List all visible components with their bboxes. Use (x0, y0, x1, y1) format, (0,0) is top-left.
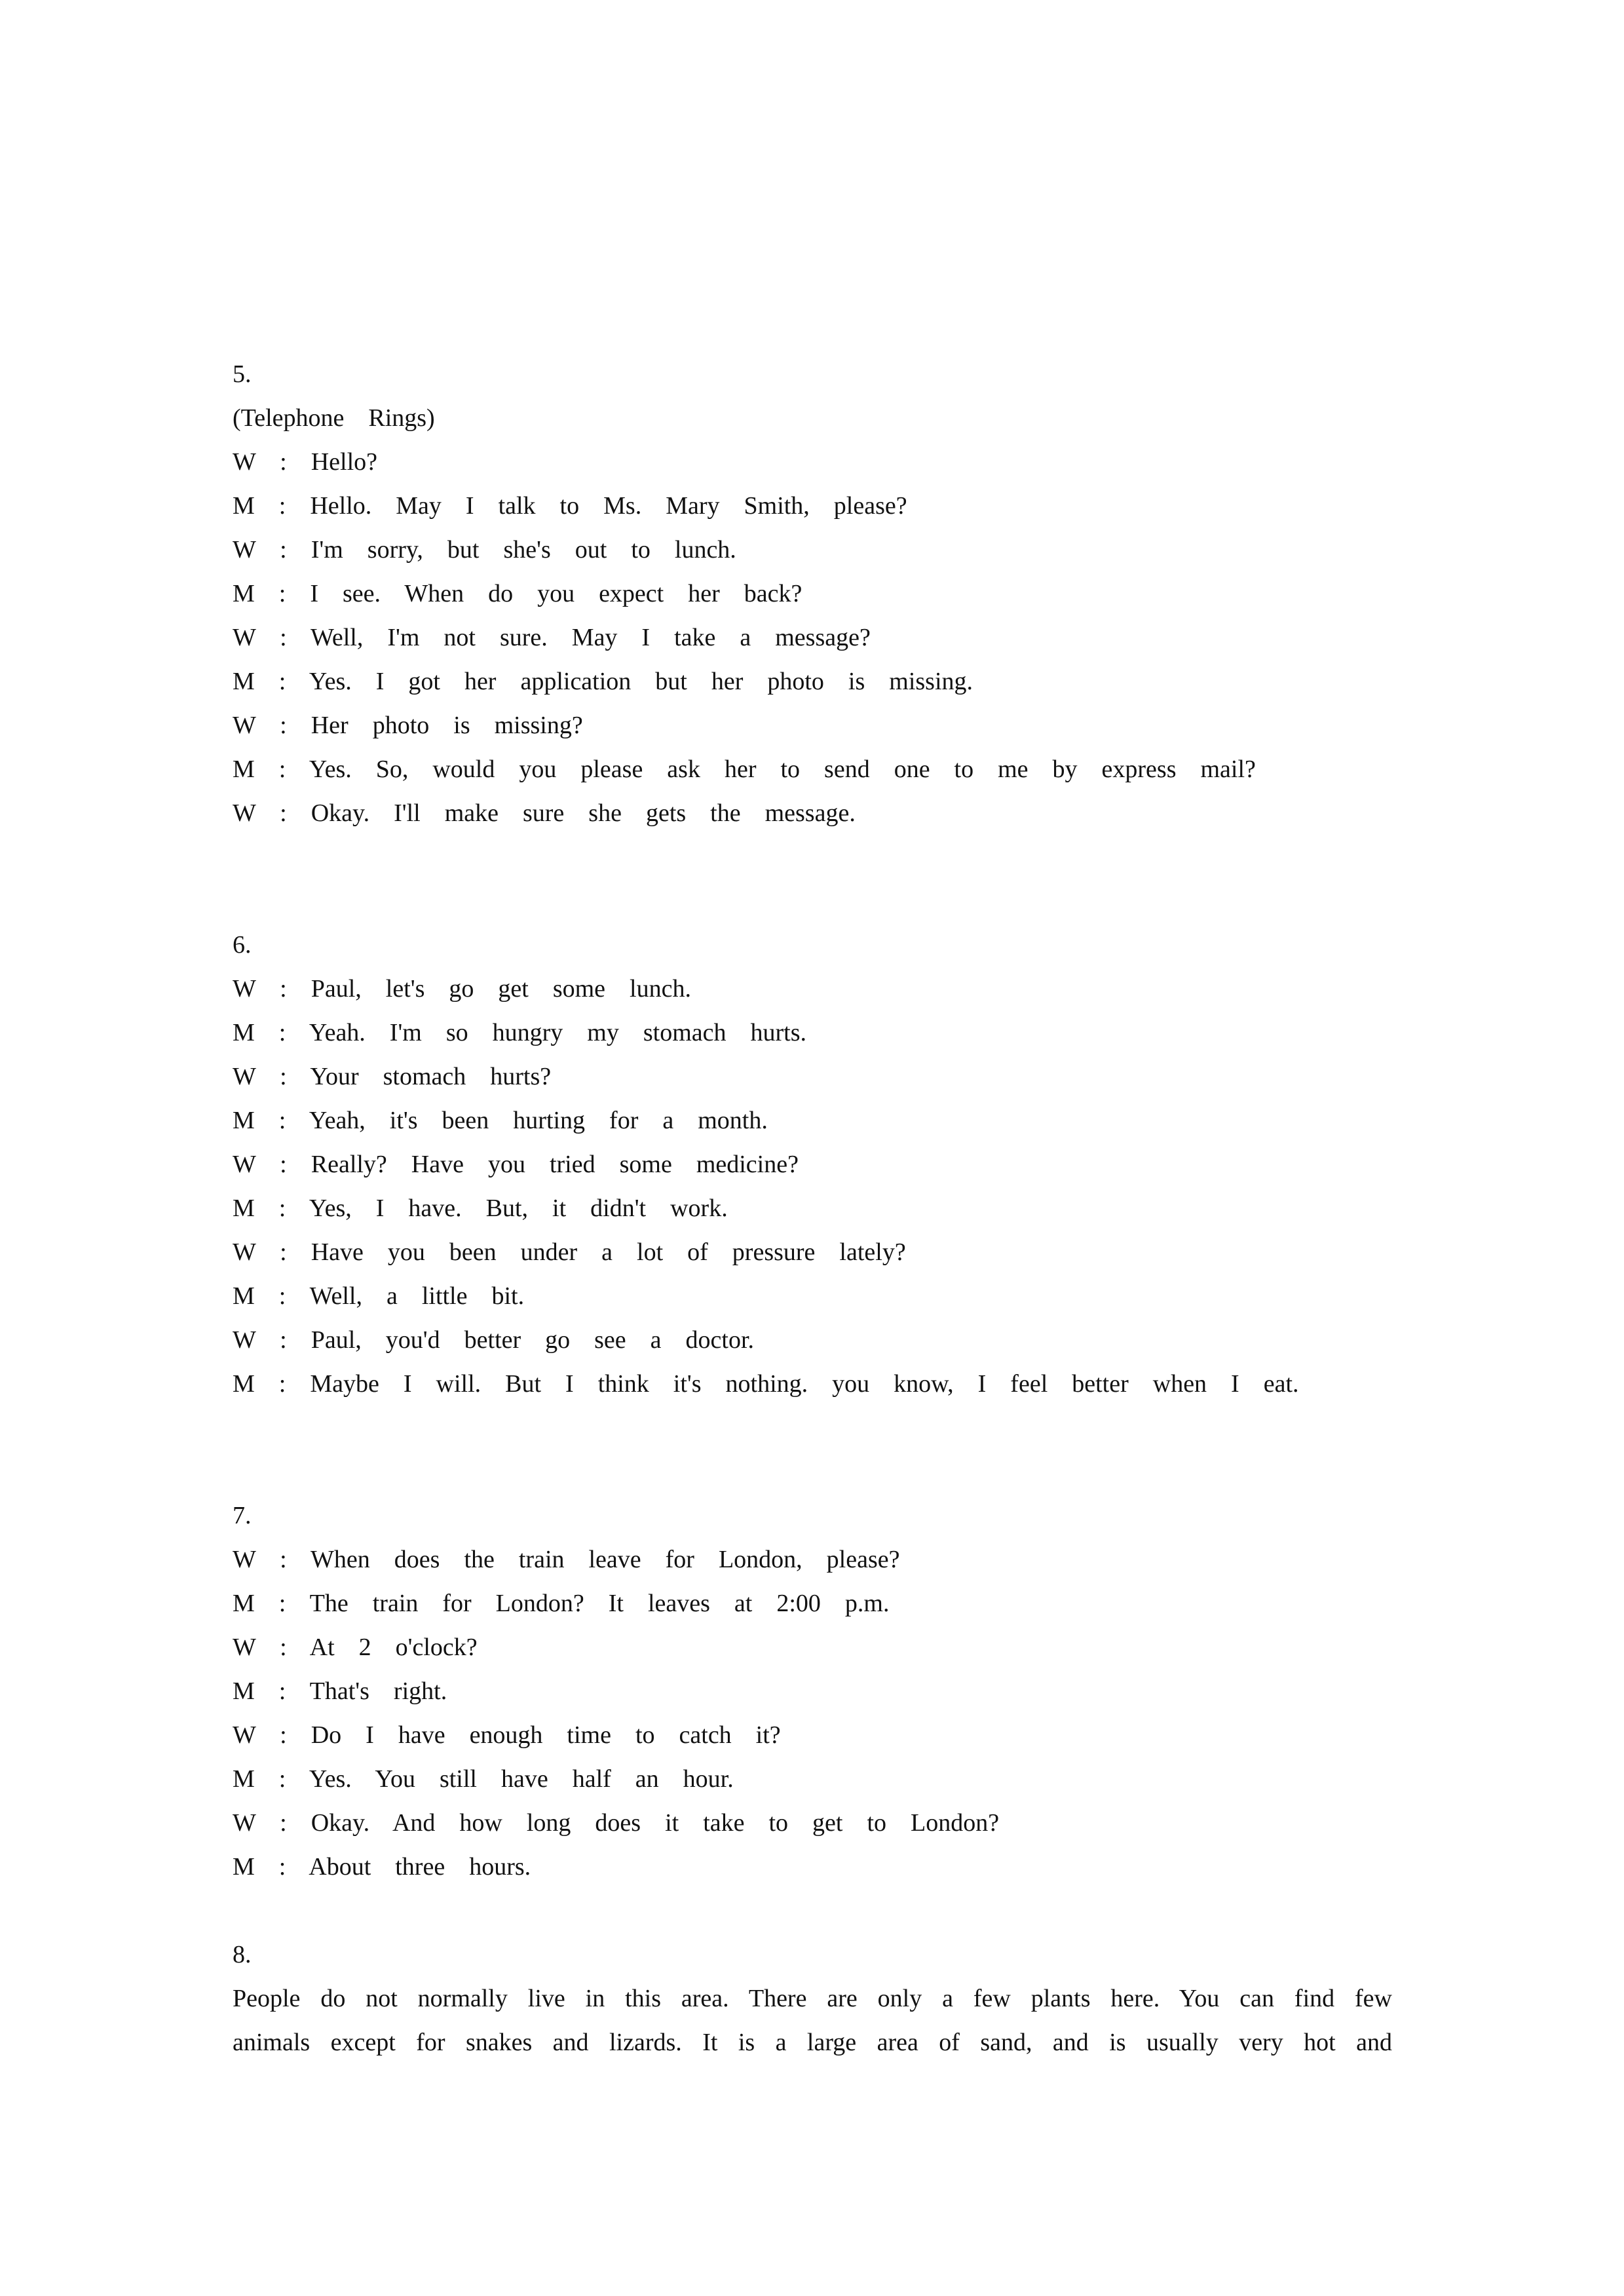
dialogue-line: M : Yeah, it's been hurting for a month. (233, 1107, 768, 1134)
dialogue-line: W : When does the train leave for London, please? (233, 1546, 900, 1573)
dialogue-line: M : Yes, I have. But, it didn't work. (233, 1195, 728, 1222)
section-number: 8. (233, 1941, 252, 1968)
dialogue-line: M : Yes. So, would you please ask her to send one to me by express mail? (233, 756, 1256, 783)
paragraph-line: People do not normally live in this area. There are only a few plants here. You can find few (233, 1985, 1392, 2012)
dialogue-line: (Telephone Rings) (233, 404, 435, 432)
section-number: 7. (233, 1502, 252, 1529)
section-7 (233, 1494, 1392, 1889)
section-5 (233, 353, 1392, 835)
dialogue-line: M : Hello. May I talk to Ms. Mary Smith, please? (233, 492, 907, 520)
section-spacer (233, 1889, 1392, 1933)
paragraph-line: animals except for snakes and lizards. It is a large area of sand, and is usually very hot and (233, 2029, 1392, 2056)
dialogue-line: W : Paul, let's go get some lunch. (233, 975, 691, 1003)
dialogue-line: M : The train for London? It leaves at 2:00 p.m. (233, 1590, 890, 1617)
dialogue-line: W : Okay. And how long does it take to get to London? (233, 1809, 1000, 1837)
dialogue-line: W : Your stomach hurts? (233, 1063, 552, 1090)
section-spacer (233, 1406, 1392, 1494)
section-spacer (233, 835, 1392, 923)
dialogue-line: M : Yes. You still have half an hour. (233, 1765, 734, 1793)
dialogue-line: W : At 2 o'clock? (233, 1634, 478, 1661)
narration-paragraph (233, 1977, 1392, 2065)
dialogue-line: W : I'm sorry, but she's out to lunch. (233, 536, 736, 564)
dialogue-line: W : Well, I'm not sure. May I take a message? (233, 624, 871, 651)
dialogue-line: M : About three hours. (233, 1853, 531, 1881)
section-8 (233, 1933, 1392, 2065)
dialogue-line: W : Hello? (233, 448, 378, 476)
dialogue-line: M : I see. When do you expect her back? (233, 580, 803, 607)
section-6 (233, 923, 1392, 1406)
dialogue-line: M : Yes. I got her application but her photo is missing. (233, 668, 973, 695)
dialogue-line: W : Her photo is missing? (233, 712, 583, 739)
dialogue-line: W : Okay. I'll make sure she gets the message. (233, 799, 856, 827)
section-number: 6. (233, 931, 252, 959)
dialogue-line: M : That's right. (233, 1677, 447, 1705)
dialogue-line: W : Paul, you'd better go see a doctor. (233, 1326, 755, 1354)
dialogue-line: W : Do I have enough time to catch it? (233, 1721, 781, 1749)
transcript-content (233, 353, 1392, 2065)
dialogue-line: M : Yeah. I'm so hungry my stomach hurts. (233, 1019, 807, 1046)
dialogue-line: M : Maybe I will. But I think it's nothing. you know, I feel better when I eat. (233, 1370, 1299, 1398)
dialogue-line: W : Really? Have you tried some medicine? (233, 1151, 799, 1178)
dialogue-line: M : Well, a little bit. (233, 1282, 525, 1310)
dialogue-line: W : Have you been under a lot of pressure lately? (233, 1238, 906, 1266)
section-number: 5. (233, 360, 252, 388)
